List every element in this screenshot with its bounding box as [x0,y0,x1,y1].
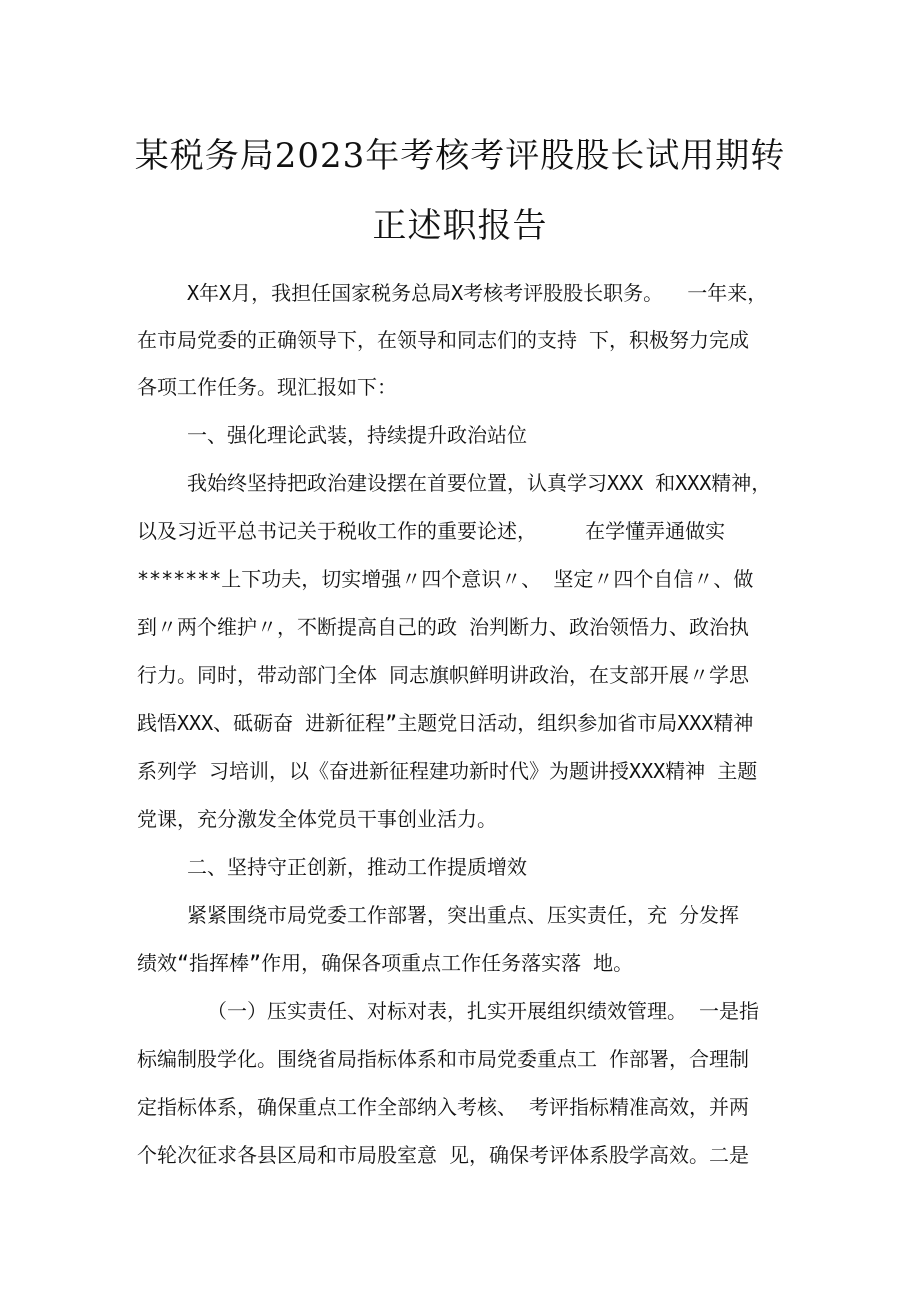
paragraph-line: 践悟XXX、砥砺奋 进新征程”主题党日活动，组织参加省市局XXX精神 [137,711,754,735]
paragraph-line: 紧紧围绕市局党委工作部署，突出重点、压实责任，充 分发挥 [187,903,740,927]
subsection-line: （一）压实责任、对标对表，扎实开展组织绩效管理。 一是指 [207,999,760,1023]
paragraph-line: 在市局党委的正确领导下，在领导和同志们的支持 下，积极努力完成 [137,328,750,352]
document-title-line-1: 某税务局2023年考核考评股股长试用期转 [134,136,786,176]
paragraph-line: 党课，充分激发全体党员干事创业活力。 [137,807,497,831]
paragraph-line: 到〃两个维护〃，不断提高自己的政 治判断力、政治领悟力、政治执 [137,615,750,639]
paragraph-line: 我始终坚持把政治建设摆在首要位置，认真学习XXX 和XXX精神， [187,471,772,495]
paragraph-line: 系列学 习培训，以《奋进新征程建功新时代》为题讲授XXX精神 主题 [137,759,758,783]
paragraph-line: 定指标体系，确保重点工作全部纳入考核、 考评指标精准高效，并两 [137,1095,750,1119]
paragraph-line: 以及习近平总书记关于税收工作的重要论述， 在学懂弄通做实 [137,519,726,543]
paragraph-line: X年X月，我担任国家税务总局X考核考评股股长职务。 一年来， [187,281,768,305]
paragraph-line: 行力。同时，带动部门全体 同志旗帜鲜明讲政治，在支部开展〃学思 [137,663,750,687]
paragraph-line: 个轮次征求各县区局和市局股室意 见，确保考评体系股学高效。二是 [137,1143,750,1167]
paragraph-line: 各项工作任务。现汇报如下： [137,375,397,399]
paragraph-line: *******上下功夫，切实增强〃四个意识〃、 坚定〃四个自信〃、做 [137,567,754,591]
section-heading: 一、强化理论武装，持续提升政治站位 [187,423,527,447]
paragraph-line: 绩效“指挥棒”作用，确保各项重点工作任务落实落 地。 [137,951,634,975]
paragraph-line: 标编制股学化。围绕省局指标体系和市局党委重点工 作部署，合理制 [137,1047,750,1071]
section-heading: 二、坚持守正创新，推动工作提质增效 [187,855,527,879]
document-title-line-2: 正述职报告 [372,206,548,246]
